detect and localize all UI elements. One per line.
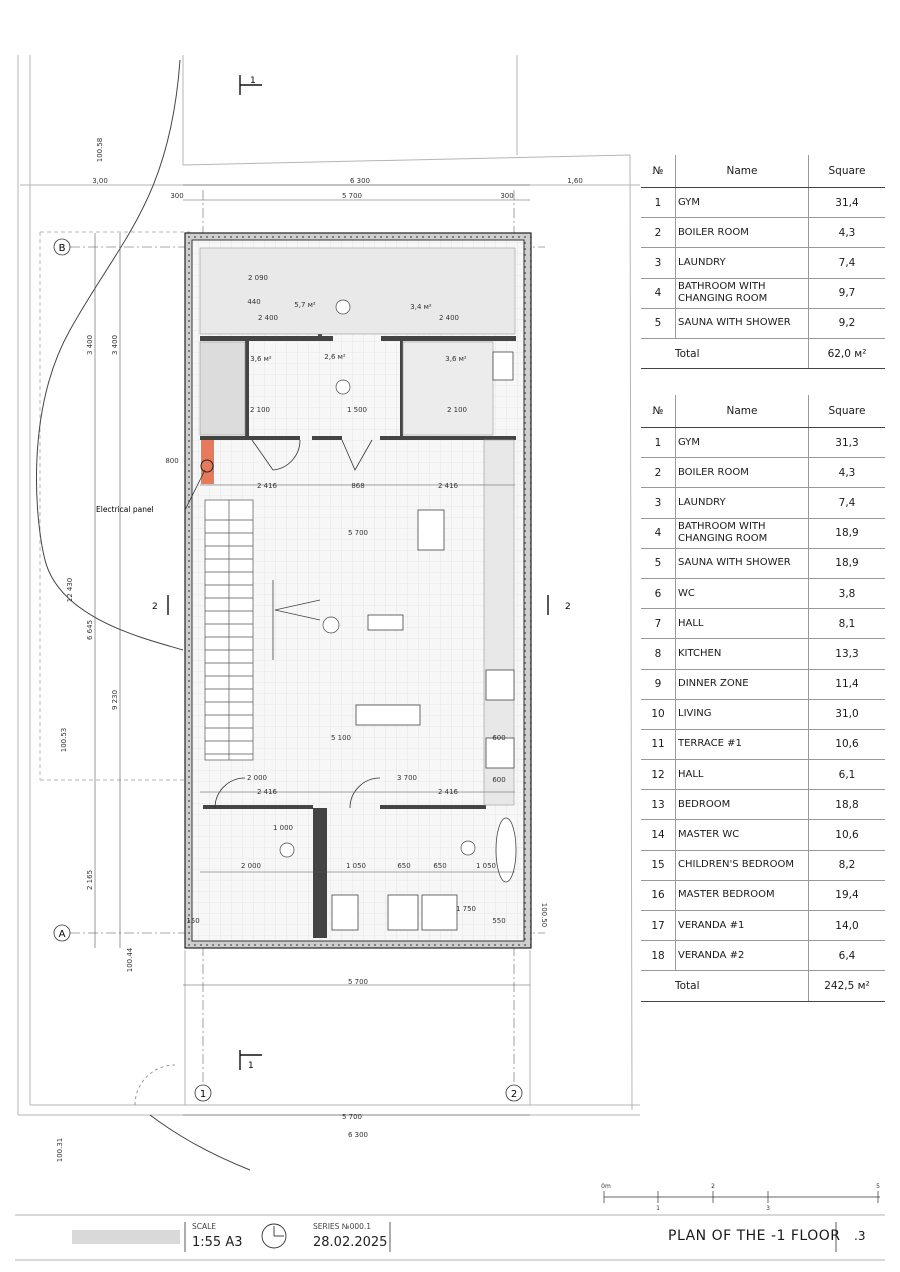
- room-area: 19,4: [809, 880, 886, 910]
- scale-bar-1: 1: [656, 1205, 660, 1212]
- section-2-right: 2: [565, 602, 571, 612]
- table-row: [641, 278, 885, 308]
- row-number: 7: [641, 609, 676, 639]
- row-number: 4: [641, 278, 676, 308]
- table-row: [641, 850, 885, 880]
- table-row: [641, 639, 885, 669]
- row-number: 2: [641, 218, 676, 248]
- room-name: GYM: [676, 428, 809, 458]
- area-table-basement: [641, 155, 885, 369]
- elev-100-58: 100.58: [96, 137, 104, 163]
- row-number: 13: [641, 790, 676, 820]
- dim-2400-l: 2 400: [257, 314, 279, 322]
- dim-2416-c: 2 416: [256, 788, 278, 796]
- table-row: [641, 488, 885, 518]
- dim-868: 868: [351, 482, 365, 490]
- dim-800: 800: [165, 457, 179, 465]
- table-row: [641, 248, 885, 278]
- dim-2100-l: 2 100: [249, 406, 271, 414]
- area-3-6-b: 3,6 м²: [445, 355, 467, 363]
- col-header-no: №: [641, 155, 676, 188]
- dim-2400-r: 2 400: [438, 314, 460, 322]
- table-row: [641, 609, 885, 639]
- room-area: 4,3: [809, 458, 886, 488]
- row-number: 12: [641, 760, 676, 790]
- room-name: LAUNDRY: [676, 488, 809, 518]
- section-2-left: 2: [152, 602, 158, 612]
- terrain-contour: [36, 60, 183, 650]
- room-area: 18,8: [809, 790, 886, 820]
- room-name: SAUNA WITH SHOWER: [676, 308, 809, 338]
- dim-2165: 2 165: [86, 869, 94, 891]
- dim-5700-lowest: 5 700: [341, 1113, 363, 1121]
- scale-bar-3: 3: [766, 1205, 770, 1212]
- dim-550: 550: [492, 917, 506, 925]
- room-name: BOILER ROOM: [676, 458, 809, 488]
- dim-650: 650: [397, 862, 411, 870]
- room-area: 14,0: [809, 911, 886, 941]
- row-number: 18: [641, 941, 676, 971]
- room-name: CHILDREN'S BEDROOM: [676, 850, 809, 880]
- dim-3400-b: 3 400: [111, 334, 119, 356]
- row-number: 14: [641, 820, 676, 850]
- table-row: [641, 941, 885, 971]
- dim-650-b: 650: [433, 862, 447, 870]
- dim-5700-top: 5 700: [341, 192, 363, 200]
- dim-1050: 1 050: [345, 862, 367, 870]
- table-row: [641, 760, 885, 790]
- dim-600-a: 600: [492, 734, 506, 742]
- col-header-name: Name: [676, 395, 809, 428]
- elev-100-50: 100.50: [540, 902, 548, 928]
- dim-600-b: 600: [492, 776, 506, 784]
- table-row: [641, 790, 885, 820]
- room-area: 10,6: [809, 820, 886, 850]
- axis-a-label: A: [58, 929, 66, 940]
- dim-6645: 6 645: [86, 619, 94, 641]
- staircase: [205, 500, 253, 760]
- table-row: [641, 308, 885, 338]
- scale-label: SCALE: [192, 1222, 217, 1231]
- scale-value: 1:55 A3: [192, 1235, 243, 1250]
- room-name: SAUNA WITH SHOWER: [676, 548, 809, 578]
- col-header-name: Name: [676, 155, 809, 188]
- table-row: [641, 518, 885, 548]
- row-number: 5: [641, 308, 676, 338]
- room-area: 31,3: [809, 428, 886, 458]
- series-label: SERIES №000.1: [313, 1222, 372, 1231]
- dim-1050-b: 1 050: [475, 862, 497, 870]
- dim-2416-b: 2 416: [437, 482, 459, 490]
- dim-6300-top: 6 300: [349, 177, 371, 185]
- table-row: [641, 188, 885, 218]
- room-area: 7,4: [809, 248, 886, 278]
- table-body: [641, 188, 885, 369]
- total-value: 242,5 м²: [809, 971, 886, 1001]
- room-area: 3,8: [809, 578, 886, 608]
- scale-bar-2: 2: [711, 1183, 715, 1190]
- row-number: 4: [641, 518, 676, 548]
- dim-3700: 3 700: [396, 774, 418, 782]
- dim-1500: 1 500: [346, 406, 368, 414]
- table-row: [641, 218, 885, 248]
- col-header-square: Square: [809, 155, 886, 188]
- row-number: 11: [641, 729, 676, 759]
- room-name: LAUNDRY: [676, 248, 809, 278]
- table-row: [641, 729, 885, 759]
- room-name: HALL: [676, 760, 809, 790]
- room-area: 13,3: [809, 639, 886, 669]
- total-row: [641, 338, 885, 368]
- dim-1-60: 1,60: [567, 177, 583, 185]
- table-row: [641, 911, 885, 941]
- room-area: 9,2: [809, 308, 886, 338]
- axis-b-label: B: [58, 243, 66, 254]
- signature-blur: [72, 1230, 180, 1244]
- table-row: [641, 699, 885, 729]
- area-3-6: 3,6 м²: [250, 355, 272, 363]
- area-5-7: 5,7 м²: [294, 301, 316, 309]
- room-name: BOILER ROOM: [676, 218, 809, 248]
- table-row: [641, 548, 885, 578]
- table-row: [641, 428, 885, 458]
- room-name: TERRACE #1: [676, 729, 809, 759]
- axis-2-label: 2: [510, 1089, 518, 1100]
- row-number: 2: [641, 458, 676, 488]
- date-value: 28.02.2025: [313, 1235, 388, 1250]
- dim-6300-bottom: 6 300: [347, 1131, 369, 1139]
- scale-bar-0: 0m: [601, 1183, 611, 1190]
- dim-150: 150: [186, 917, 200, 925]
- room-name: MASTER WC: [676, 820, 809, 850]
- row-number: 10: [641, 699, 676, 729]
- dim-2416-d: 2 416: [437, 788, 459, 796]
- row-number: 3: [641, 248, 676, 278]
- table-row: [641, 578, 885, 608]
- room-area: 10,6: [809, 729, 886, 759]
- row-number: 1: [641, 428, 676, 458]
- dim-2000-b: 2 000: [240, 862, 262, 870]
- room-area: 18,9: [809, 548, 886, 578]
- room-name: LIVING: [676, 699, 809, 729]
- dim-1000: 1 000: [272, 824, 294, 832]
- row-number: 6: [641, 578, 676, 608]
- row-number: 9: [641, 669, 676, 699]
- row-number: 17: [641, 911, 676, 941]
- room-area: 6,4: [809, 941, 886, 971]
- row-number: 8: [641, 639, 676, 669]
- total-label: Total: [641, 338, 809, 368]
- table-header-row: [641, 395, 885, 428]
- room-area: 4,3: [809, 218, 886, 248]
- room-name: BEDROOM: [676, 790, 809, 820]
- terrain-contour-2: [150, 1115, 250, 1170]
- room-name: HALL: [676, 609, 809, 639]
- room-area: 31,0: [809, 699, 886, 729]
- room-area: 9,7: [809, 278, 886, 308]
- room-area: 6,1: [809, 760, 886, 790]
- room-name: BATHROOM WITH CHANGING ROOM: [676, 278, 809, 308]
- section-1-bottom: 1: [248, 1061, 254, 1071]
- row-number: 5: [641, 548, 676, 578]
- table-row: [641, 820, 885, 850]
- dim-2090: 2 090: [247, 274, 269, 282]
- total-label: Total: [641, 971, 809, 1001]
- dim-9230: 9 230: [111, 689, 119, 711]
- table-header-row: [641, 155, 885, 188]
- room-name: DINNER ZONE: [676, 669, 809, 699]
- room-name: GYM: [676, 188, 809, 218]
- dim-300-tr: 300: [500, 192, 514, 200]
- dim-5100: 5 100: [330, 734, 352, 742]
- row-number: 1: [641, 188, 676, 218]
- room-area: 11,4: [809, 669, 886, 699]
- axis-1-label: 1: [199, 1089, 207, 1100]
- col-header-no: №: [641, 395, 676, 428]
- row-number: 16: [641, 880, 676, 910]
- area-2-6: 2,6 м²: [324, 353, 346, 361]
- table-body: [641, 428, 885, 1002]
- dim-440: 440: [247, 298, 261, 306]
- table-row: [641, 458, 885, 488]
- room-name: WC: [676, 578, 809, 608]
- dim-3-00: 3,00: [92, 177, 108, 185]
- section-1-top: 1: [250, 76, 256, 86]
- electrical-panel-label: Electrical panel: [96, 505, 154, 514]
- dim-300-tl: 300: [170, 192, 184, 200]
- room-name: BATHROOM WITH CHANGING ROOM: [676, 518, 809, 548]
- elev-100-53: 100.53: [60, 727, 68, 753]
- elev-100-31: 100.31: [56, 1137, 64, 1163]
- room-area: 18,9: [809, 518, 886, 548]
- dim-2416-a: 2 416: [256, 482, 278, 490]
- scale-bar-5: 5: [876, 1183, 880, 1190]
- room-area: 7,4: [809, 488, 886, 518]
- area-3-4: 3,4 м²: [410, 303, 432, 311]
- dim-2100-r: 2 100: [446, 406, 468, 414]
- elev-100-44: 100.44: [126, 947, 134, 973]
- dim-5700-bottom: 5 700: [347, 978, 369, 986]
- room-name: VERANDA #1: [676, 911, 809, 941]
- dim-3400-a: 3 400: [86, 334, 94, 356]
- sheet-number: .3: [854, 1229, 866, 1243]
- dim-5700-mid: 5 700: [347, 529, 369, 537]
- row-number: 15: [641, 850, 676, 880]
- room-area: 31,4: [809, 188, 886, 218]
- table-row: [641, 880, 885, 910]
- room-name: MASTER BEDROOM: [676, 880, 809, 910]
- room-area: 8,1: [809, 609, 886, 639]
- room-name: KITCHEN: [676, 639, 809, 669]
- sheet-title: PLAN OF THE -1 FLOOR: [668, 1228, 841, 1244]
- total-value: 62,0 м²: [809, 338, 886, 368]
- dim-2000: 2 000: [246, 774, 268, 782]
- table-row: [641, 669, 885, 699]
- room-name: VERANDA #2: [676, 941, 809, 971]
- scale-bar: [604, 1191, 880, 1203]
- dim-12430: 12 430: [66, 577, 74, 603]
- row-number: 3: [641, 488, 676, 518]
- col-header-square: Square: [809, 395, 886, 428]
- room-area: 8,2: [809, 850, 886, 880]
- area-table-all-floors: [641, 395, 885, 1002]
- dim-1750: 1 750: [455, 905, 477, 913]
- total-row: [641, 971, 885, 1001]
